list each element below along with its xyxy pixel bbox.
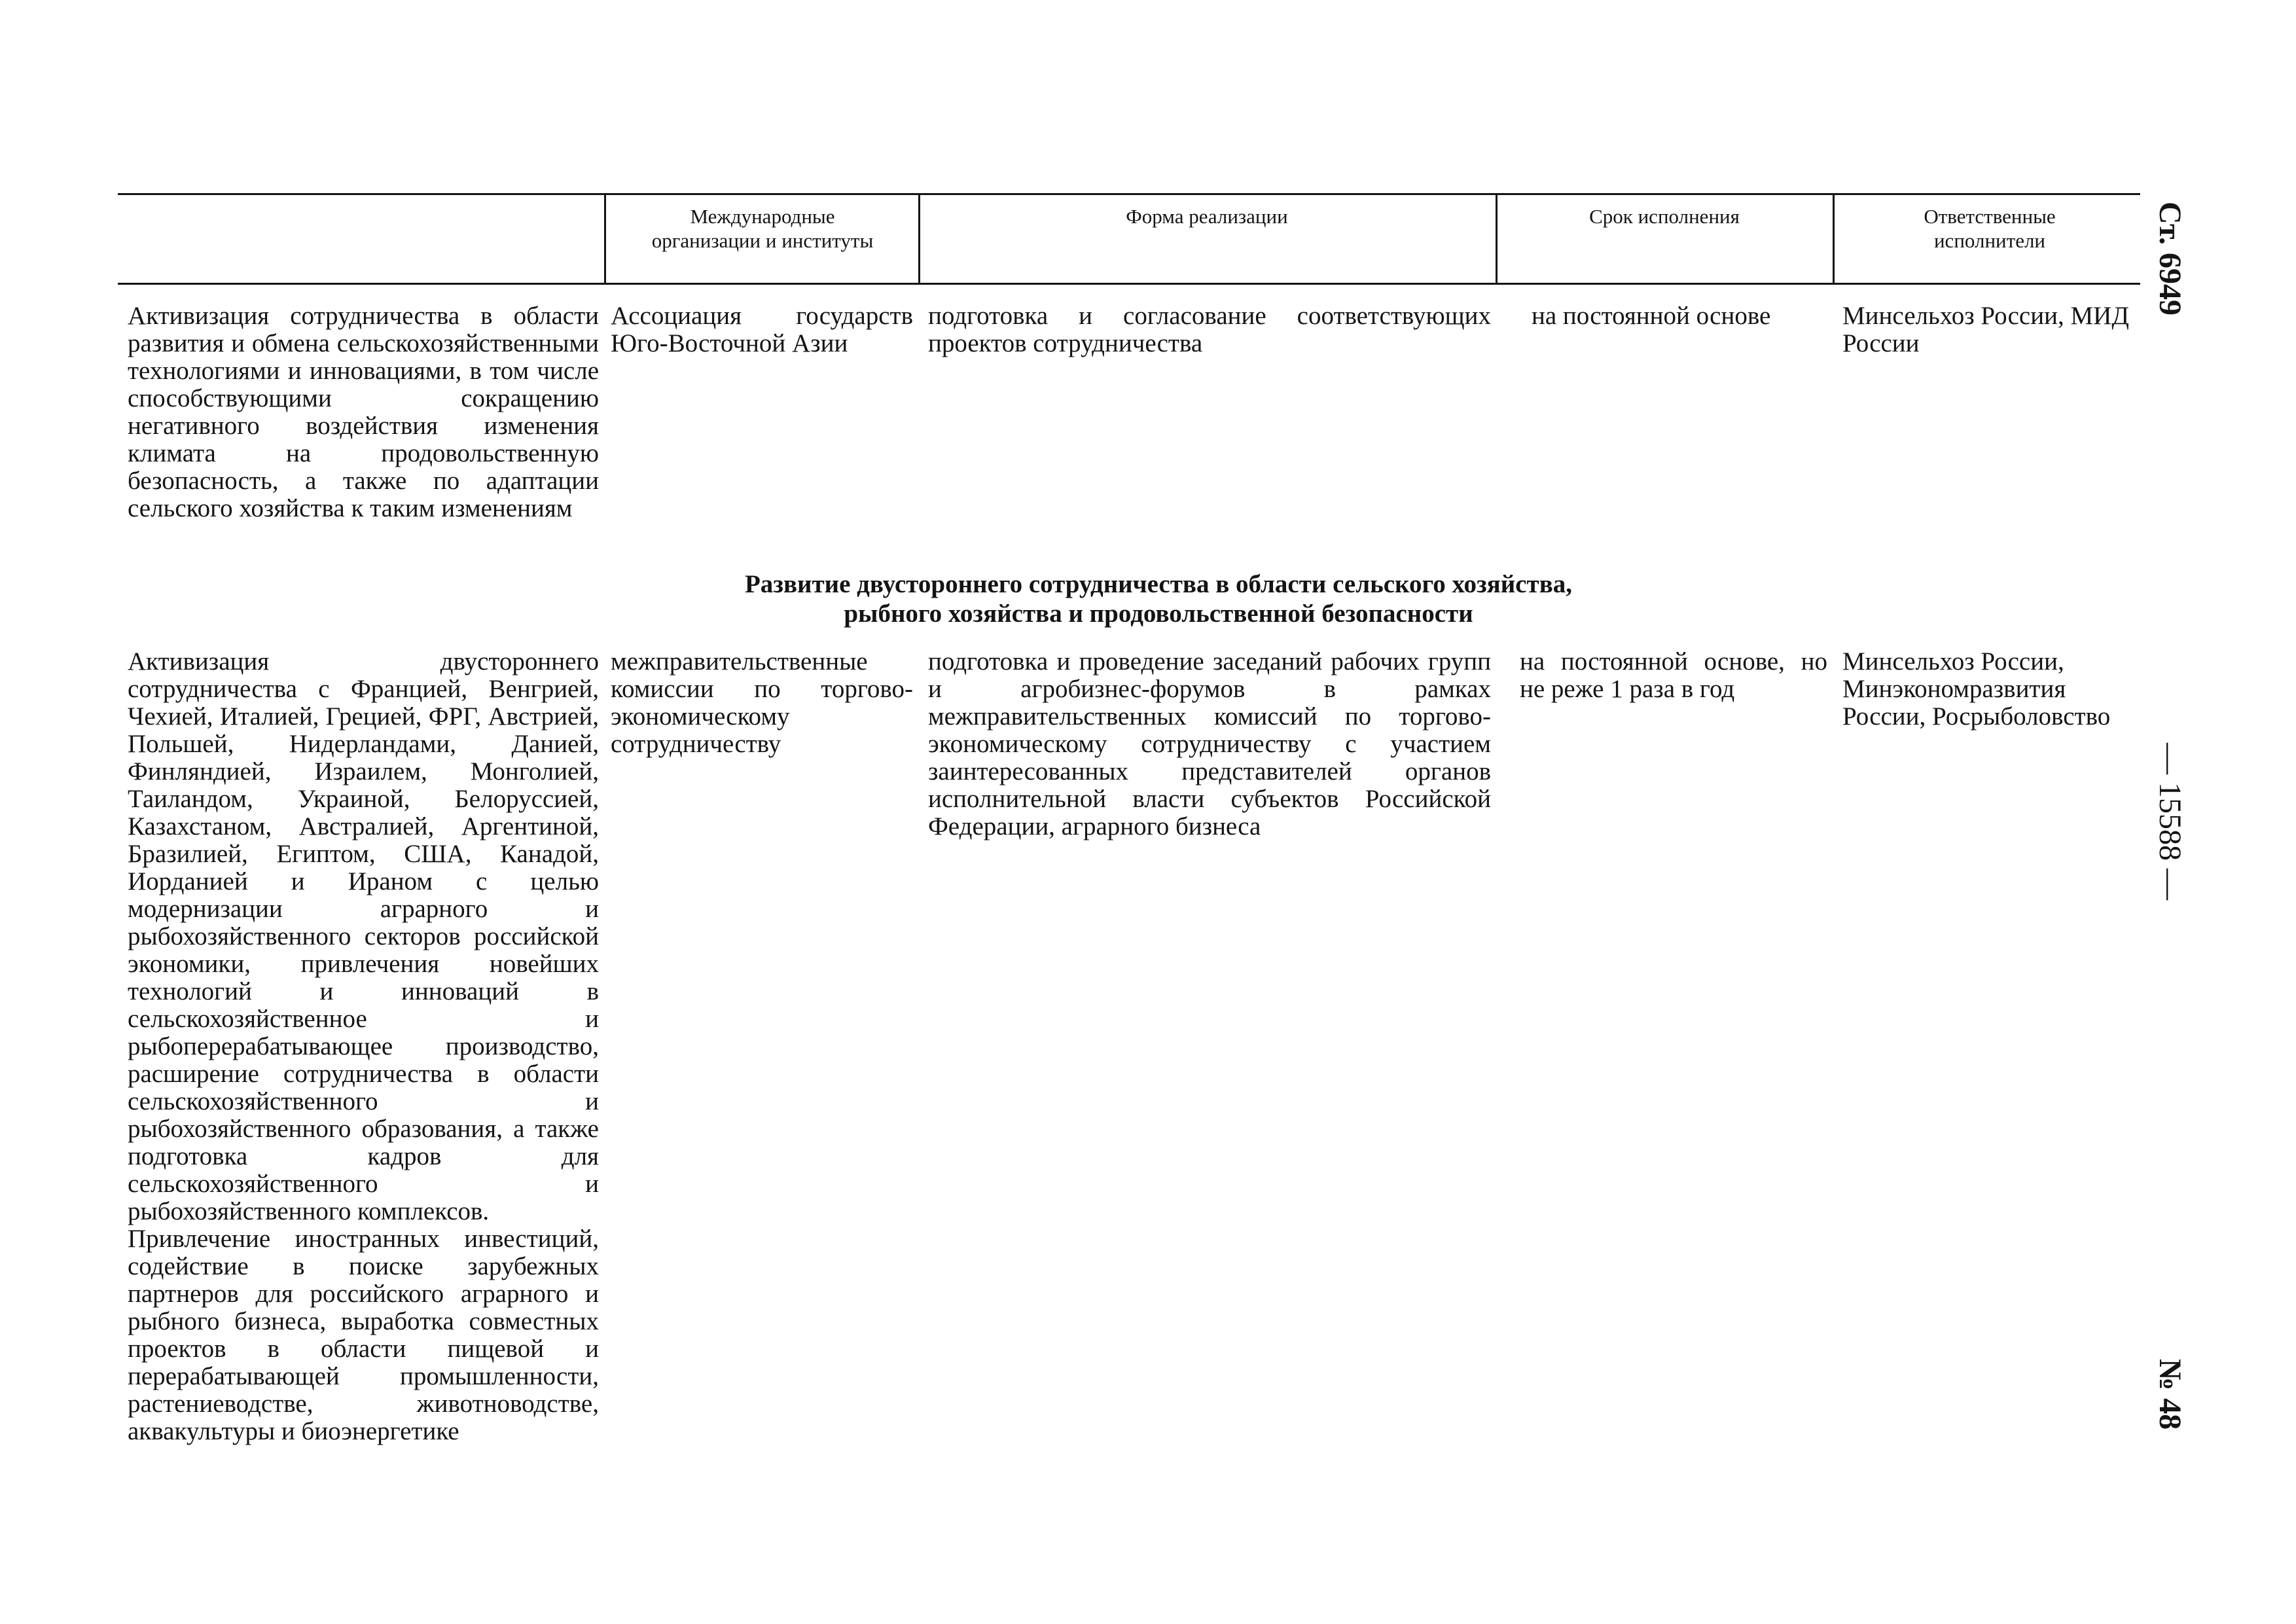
row2-form: подготовка и проведение заседаний рабочих групп и агробизнес-форумов в рамках межправительственных комиссий по торгово-экономическому сотрудничеству с участием заинтересованных представителей органов исполнительной власти субъектов Российской Федерации, аграрного бизнеса (928, 647, 1491, 840)
row2-direction-paragraph-1: Активизация двустороннего сотрудничества с Францией, Венгрией, Чехией, Италией, Грецией, ФРГ, Австрией, Польшей, Нидерландами, Данией, Финляндией, Израилем, Монголией, Таиландом, Украиной, Белоруссией, Казахстаном, Австралией, Аргентиной, Бразилией, Египтом, США, Канадой, Иорданией и Ираном с целью модернизации аграрного и рыбохозяйственного секторов российской экономики, привлечения новейших технологий и инноваций в сельскохозяйственное и рыбоперерабатывающее производство, расширение сотрудничества в области сельскохозяйственного и рыбохозяйственного образования, а также подготовка кадров для сельскохозяйственного и рыбохозяйственного комплексов. (128, 647, 599, 1225)
column-divider (604, 193, 606, 285)
row1-form: подготовка и согласование соответствующих проектов сотрудничества (928, 302, 1491, 357)
column-divider (1833, 193, 1835, 285)
section-title (602, 569, 1715, 628)
page-number-label: — 15588 — (2153, 743, 2187, 900)
row2-deadline: на постоянной основе, но не реже 1 раза в год (1520, 647, 1827, 703)
row2-organizations: межправительственные комиссии по торгово-экономическому сотрудничеству (611, 647, 913, 758)
section-title-line1: Развитие двустороннего сотрудничества в области сельского хозяйства, (744, 570, 1573, 598)
issue-number-label: № 48 (2153, 1358, 2187, 1430)
row2-direction (128, 648, 599, 1445)
row1-direction: Активизация сотрудничества в области развития и обмена сельскохозяйственными технологиями и инновациями, в том числе способствующими сокращению негативного воздействия изменения климата на продовольственную безопасность, а также по адаптации сельского хозяйства к таким изменениям (128, 302, 599, 522)
row1-executors: Минсельхоз России, МИД России (1842, 302, 2129, 357)
header-col-executors: Ответственные исполнители (1924, 205, 2056, 252)
header-col-deadline: Срок исполнения (1589, 205, 1740, 228)
row1-deadline: на постоянной основе (1532, 302, 1771, 330)
row2-executors: Минсельхоз России, Минэкономразвития России, Росрыболовство (1842, 647, 2111, 731)
row1-organizations: Ассоциация государств Юго-Восточной Азии (611, 302, 913, 357)
page-article-label: Ст. 6949 (2153, 202, 2187, 316)
header-bottom-rule (118, 283, 2140, 285)
header-top-rule (118, 193, 2140, 195)
header-col-organizations: Международные организации и институты (651, 205, 874, 252)
header-col-form: Форма реализации (1126, 205, 1288, 228)
row2-direction-paragraph-2: Привлечение иностранных инвестиций, содействие в поиске зарубежных партнеров для российского аграрного и рыбного бизнеса, выработка совместных проектов в области пищевой и перерабатывающей промышленности, растениеводстве, животноводстве, аквакультуры и биоэнергетике (128, 1225, 599, 1445)
section-title-line2: рыбного хозяйства и продовольственной безопасности (844, 600, 1473, 628)
